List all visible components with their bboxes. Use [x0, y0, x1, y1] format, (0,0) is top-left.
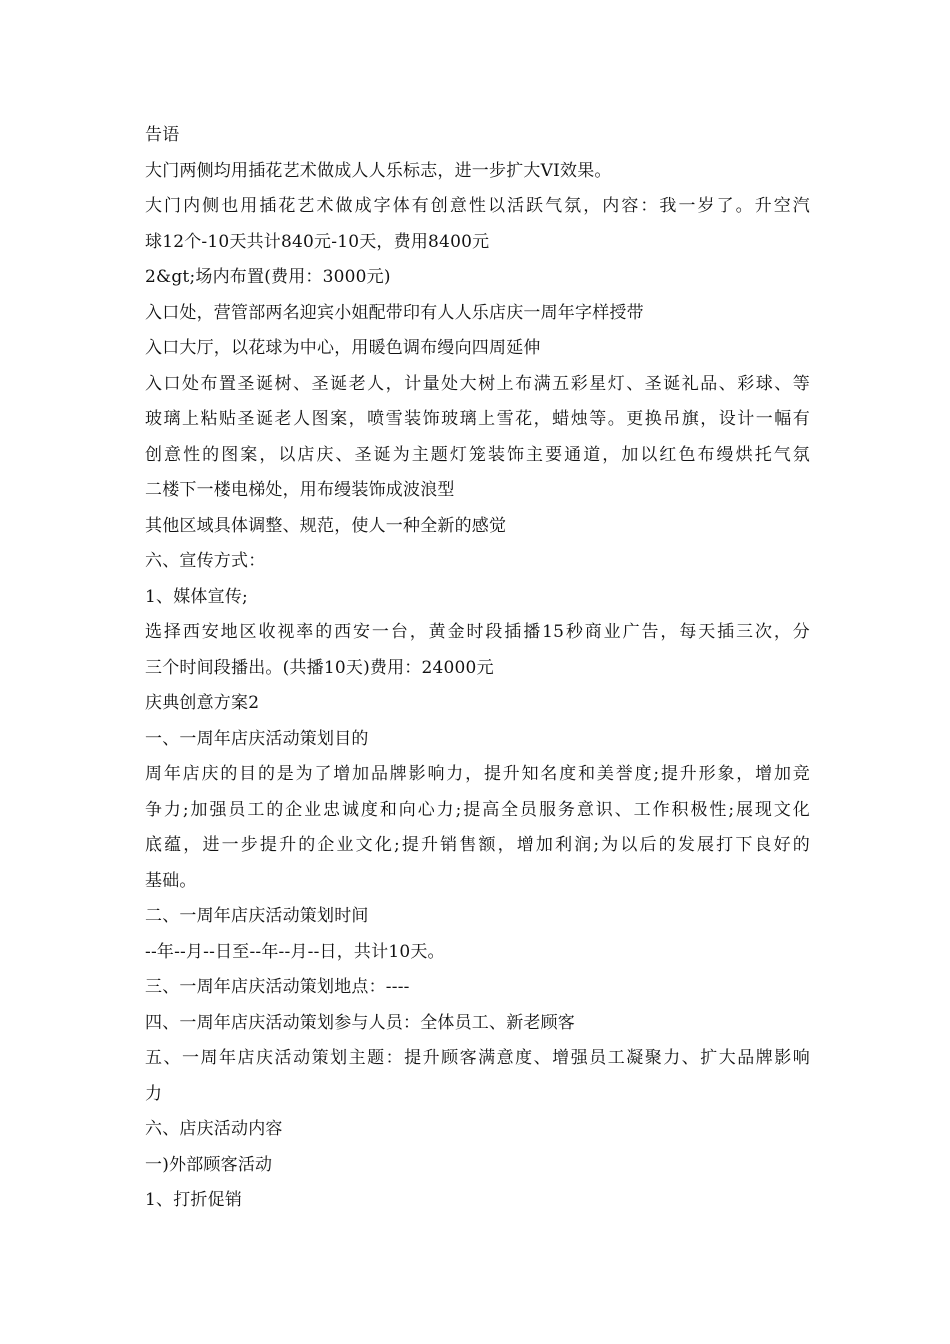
- text-line: 庆典创意方案2: [145, 693, 260, 713]
- text-line: 四、一周年店庆活动策划参与人员：全体员工、新老顾客: [145, 1012, 575, 1033]
- text-line: 入口处布置圣诞树、圣诞老人，计量处大树上布满五彩星灯、圣诞礼品、彩球、等: [145, 373, 810, 394]
- text-line: 二、一周年店庆活动策划时间: [145, 906, 369, 926]
- text-line: 三个时间段播出。(共播10天)费用：24000元: [145, 657, 494, 678]
- text-line: 三、一周年店庆活动策划地点：----: [145, 977, 410, 997]
- text-line: 入口处，营管部两名迎宾小姐配带印有人人乐店庆一周年字样授带: [145, 302, 644, 323]
- text-line: 一)外部顾客活动: [145, 1154, 273, 1175]
- text-line: 玻璃上粘贴圣诞老人图案，喷雪装饰玻璃上雪花，蜡烛等。更换吊旗，设计一幅有: [145, 409, 810, 429]
- text-line: 六、宣传方式：: [145, 551, 266, 571]
- text-line: 1、媒体宣传;: [145, 586, 248, 607]
- text-line: --年--月--日至--年--月--日，共计10天。: [145, 941, 445, 962]
- text-line: 一、一周年店庆活动策划目的: [145, 728, 369, 749]
- text-line: 球12个-10天共计840元-10天，费用8400元: [145, 231, 490, 252]
- text-line: 入口大厅，以花球为中心，用暖色调布缦向四周延伸: [145, 338, 541, 358]
- text-line: 1、打折促销: [145, 1190, 243, 1210]
- text-line: 底蕴，进一步提升的企业文化;提升销售额，增加利润;为以后的发展打下良好的: [145, 835, 810, 855]
- text-line: 力: [145, 1083, 163, 1104]
- text-line: 告语: [145, 125, 180, 145]
- text-line: 二楼下一楼电梯处，用布缦装饰成波浪型: [145, 480, 455, 500]
- document-body: [145, 118, 810, 1219]
- text-line: 2&gt;场内布置(费用：3000元): [145, 267, 391, 287]
- text-line: 大门两侧均用插花艺术做成人人乐标志，进一步扩大VI效果。: [145, 160, 612, 181]
- text-line: 创意性的图案，以店庆、圣诞为主题灯笼装饰主要通道，加以红色布缦烘托气氛: [145, 444, 810, 465]
- text-line: 五、一周年店庆活动策划主题：提升顾客满意度、增强员工凝聚力、扩大品牌影响: [145, 1048, 810, 1068]
- text-line: 大门内侧也用插花艺术做成字体有创意性以活跃气氛，内容：我一岁了。升空汽: [145, 196, 810, 216]
- text-line: 选择西安地区收视率的西安一台，黄金时段插播15秒商业广告，每天插三次，分: [145, 622, 810, 642]
- text-line: 六、店庆活动内容: [145, 1119, 283, 1139]
- text-line: 周年店庆的目的是为了增加品牌影响力，提升知名度和美誉度;提升形象，增加竞: [145, 764, 810, 784]
- text-line: 其他区域具体调整、规范，使人一种全新的感觉: [145, 515, 507, 536]
- text-line: 基础。: [145, 870, 197, 891]
- text-line: 争力;加强员工的企业忠诚度和向心力;提高全员服务意识、工作积极性;展现文化: [145, 799, 810, 820]
